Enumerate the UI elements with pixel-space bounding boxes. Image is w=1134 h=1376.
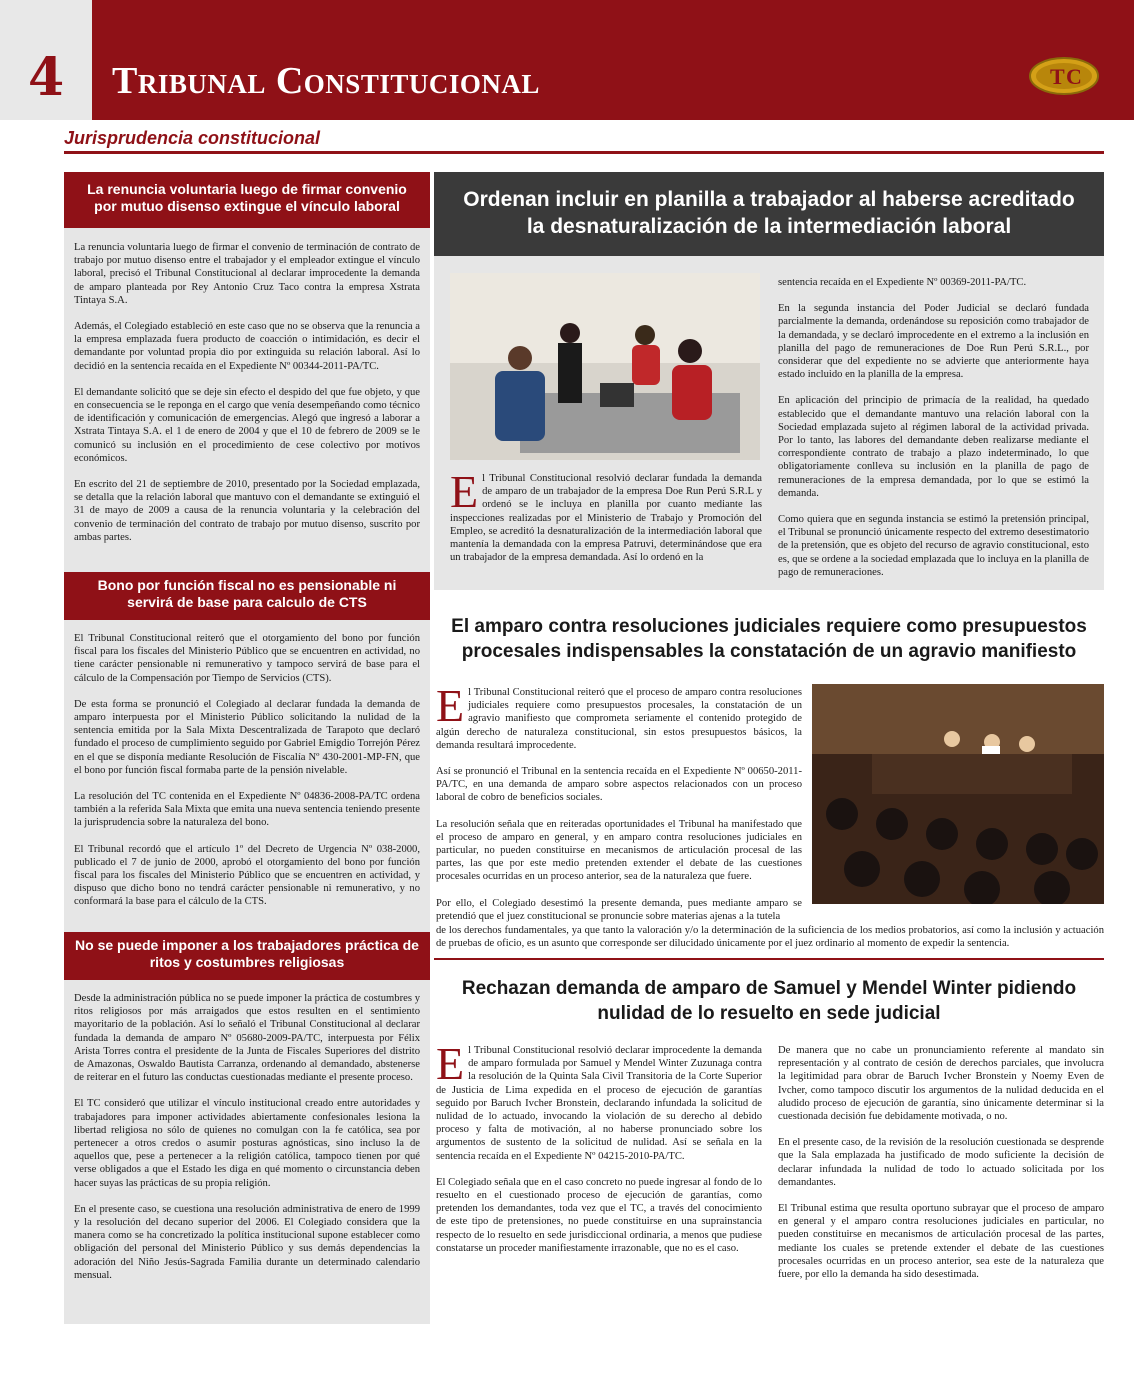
page-number: 4 (28, 47, 65, 108)
section-label: Jurisprudencia constitucional (64, 128, 321, 148)
article3-body-left (436, 1038, 762, 1268)
paragraph: El TC consideró que utilizar el vínculo institucional creado entre autoridades y trabajadores para imponer actividades abiertamente confesionales lesiona la libertad religiosa no sólo de quienes no comulgan con la fe católica, sea por pertenecer a otros credos o asumir posturas agnósticas, sino incluso la de aquellos que, pese a pertenecer a la religión católica, tampoco tienen por qué verse obligados a que el Estado les diga en qué momento o circunstancia deben hacer suyas las prácticas de su propia religión. (74, 1098, 420, 1189)
dropcap: E (436, 1038, 465, 1089)
paragraph: sentencia recaída en el Expediente Nº 00369-2011-PA/TC. (778, 277, 1027, 288)
paragraph: l Tribunal Constitucional reiteró que el proceso de amparo contra resoluciones judiciales requiere como presupuestos procesales, la constatación de un agravio manifiesto que comprometa seriamente el contenido protegido de algún derecho de naturaleza constitucional, sin estos presupuestos básicos, la demanda resultará improcedente. (436, 687, 802, 751)
paragraph: En el presente caso, se cuestiona una resolución administrativa de enero de 1999 y la resolución del decano superior del 2006. El Colegiado considera que la manera como se ha concretizado la política institucional supone establecer como obligación del personal del Ministerio Público y sus demás dependencias la adoración del Niño Jesús-Sagrada Familia durante un determinado calendario mensual. (74, 1203, 420, 1281)
paragraph: Así se pronunció el Tribunal en la sentencia recaída en el Expediente Nº 00650-2011-PA/TC, en una demanda de amparo sobre aspectos relacionados con un proceso laboral de cobro de beneficios sociales. (436, 766, 802, 804)
tc-logo-icon (1028, 54, 1100, 96)
article1-body-right (778, 276, 1089, 592)
office-photo (450, 273, 760, 460)
sidebar-article3-body (74, 992, 420, 1295)
article3-title: Rechazan demanda de amparo de Samuel y Mendel Winter pidiendo nulidad de lo resuelto en sede judicial (461, 978, 1077, 1024)
dropcap: E (436, 680, 465, 731)
paragraph: De manera que no cabe un pronunciamiento referente al mandato sin representación y al contrato de cesión de derechos parciales, que involucra la legitimidad para obrar de Baruch Ivcher Bronstein y Noemy Even de Ivcher, como tampoco discutir los argumentos de la nulidad deducida en el aludido proceso de ejecución de garantía, sino únicamente determinar si la cuestionada decisión fue debidamente motivada, o no. (778, 1045, 1104, 1123)
paragraph: La resolución señala que en reiteradas oportunidades el Tribunal ha manifestado que el proceso de amparo en general, y en amparo contra resoluciones judiciales en particular, no pueden constituirse en mecanismos de articulación procesal de las partes, las que por este medio pretenden extender el debate de las cuestiones procesales ocurridas en un proceso anterior, sea de la naturaleza que fuere. (436, 818, 802, 883)
paragraph: En escrito del 21 de septiembre de 2010, presentado por la Sociedad emplazada, se detalla que la relación laboral que mantuvo con el demandante se extinguió el 31 de mayo de 2009 a causa de la renuncia voluntaria y la celebración del convenio de terminación del contrato de trabajo por mutuo disenso, suscrito por ambas partes. (74, 479, 420, 543)
paragraph: l Tribunal Constitucional resolvió declarar fundada la demanda de amparo de un trabajador de la empresa Doe Run Perú S.R.L y ordenó se le incluya en planilla por cuanto mediante las inspecciones realizadas por el Ministerio de Trabajo y Promoción del Empleo, se acreditó la desnaturalización de la intermediación laboral que mantenía la demandada con la empresa Patruvi, determinándose que era un trabajador de la empresa demandada. Así lo ordenó en la (450, 473, 762, 564)
paragraph: El Tribunal estima que resulta oportuno subrayar que el proceso de amparo en general y el amparo contra resoluciones judiciales en particular, no pueden constituirse en mecanismos de articulación procesal de las partes, mediante los cuales se pretende extender el debate de las cuestiones procesales ocurridas en un proceso anterior, sea este de la naturaleza que fuere, por ello la demanda ha sido desestimada. (778, 1203, 1104, 1281)
article1-body-left (450, 466, 762, 564)
paragraph: La resolución del TC contenida en el Expediente Nº 04836-2008-PA/TC ordena también a la referida Sala Mixta que emita una nueva sentencia teniendo presente la jurisprudencia sobre la naturaleza del bono. (74, 791, 420, 829)
paragraph: En el presente caso, de la revisión de la resolución cuestionada se desprende que la Sala emplazada ha justificado de modo suficiente la decisión de declarar infundada la nulidad de todo lo actuado solicitada por los demandantes. (778, 1137, 1104, 1188)
sidebar-article3-title: No se puede imponer a los trabajadores práctica de ritos y costumbres religiosas (64, 932, 430, 980)
paragraph: l Tribunal Constitucional resolvió declarar improcedente la demanda de amparo formulada por Samuel y Mendel Winter Zuzunaga contra la resolución de la Quinta Sala Civil Transitoria de la Corte Superior de Justicia de Lima expedida en el proceso de ejecución de garantías seguido por Baruch Ivcher Bronstein, declarando infundada la solicitud de nulidad de lo actuado, invocando la violación de su derecho al debido proceso y falta de motivación, al no haberse pronunciado sobre los argumentos de sustento de la solicitud de nulidad. Así se señala en la sentencia recaída en el Expediente Nº 04215-2010-PA/TC. (436, 1045, 762, 1162)
sidebar-article2-body (74, 632, 420, 922)
paragraph: Como quiera que en segunda instancia se estimó la pretensión principal, el Tribunal se pronunció únicamente respecto del extremo desestimatorio de la pretensión, que es objeto del recurso de agravio constitucional, esto es, que se ordene a la sociedad emplazada que lo incluya en la planilla de pago de remuneraciones. (778, 514, 1089, 578)
courtroom-photo (812, 684, 1104, 904)
paragraph: El demandante solicitó que se deje sin efecto el despido del que fue objeto, y que en consecuencia se le reponga en el cargo que venía desempeñando como técnico de identificación y comunicación de emergencias. Alegó que ingresó a laborar a Xstrata Tintaya S.A. el 1 de enero de 2004 y que el 10 de febrero de 2009 se le comunicó su inclusión en el procedimiento de cese colectivo por motivos económicos. (74, 386, 420, 464)
paragraph: En aplicación del principio de primacía de la realidad, ha quedado establecido que el demandante mantuvo una relación laboral con la Sociedad emplazada sujeto al régimen laboral de la actividad privada. Por lo tanto, las labores del demandante deben realizarse mediante el correspondiente contrato de trabajo a plazo indeterminado, lo que obligatoriamente conlleva su inclusión en la planilla de pago de remuneraciones de la empresa demandada, por lo que se estimó la demanda. (778, 395, 1089, 499)
paragraph: Por ello, el Colegiado desestimó la presente demanda, pues mediante amparo se pretendió que el juez constitucional se pronuncie sobre materias ajenas a la tutela (436, 897, 802, 922)
paragraph: El Tribunal Constitucional reiteró que el otorgamiento del bono por función fiscal para los fiscales del Ministerio Público que se encuentren en actividad, no tiene carácter pensionable ni remunerativo y tampoco servirá de base para el cálculo de la Compensación por Tiempo de Servicios (CTS). (74, 633, 420, 684)
paragraph: El Tribunal recordó que el artículo 1º del Decreto de Urgencia Nº 038-2000, publicado el 7 de junio de 2000, aprobó el otorgamiento del bono por función fiscal para los fiscales del Ministerio Público que se encuentren en actividad, y dispuso que dicho bono no tendrá carácter pensionable ni remunerativo, y no conformará la base para el cálculo de la CTS. (74, 843, 420, 908)
publication-title: Tribunal Constitucional (112, 60, 540, 102)
dropcap: E (450, 466, 479, 517)
paragraph: En la segunda instancia del Poder Judicial se declaró fundada parcialmente la demanda, ordenándose su reposición como trabajador de la demandada, y se declaró improcedente en el extremo a la inclusión en planilla del pago de remuneraciones de Doe Run Perú S.R.L., por considerar que del expediente no se advierte que anteriormente haya estado incluido en la planilla de la empresa. (778, 303, 1089, 381)
sidebar-article2-title: Bono por función fiscal no es pensionable ni servirá de base para calculo de CTS (64, 572, 430, 620)
article2-title: El amparo contra resoluciones judiciales requiere como presupuestos procesales indispensables la constatación de un agravio manifiesto (451, 616, 1087, 662)
paragraph: Desde la administración pública no se puede imponer la práctica de costumbres y ritos religiosos por más arraigados que estos resulten en el sentimiento mayoritario de la población. Así lo señaló el Tribunal Constitucional al declarar fundada la demanda de amparo Nº 05680-2009-PA/TC, interpuesta por Félix Arista Torres contra el presidente de la Junta de Fiscales Superiores del distrito de Amazonas, Oswaldo Bautista Carranza, ordenando al demandado, abstenerse de reiterar en el futuro las conductas cuestionadas mediante el presente proceso. (74, 993, 420, 1084)
article1-title: Ordenan incluir en planilla a trabajador al haberse acreditado la desnaturalización de la intermediación laboral (434, 172, 1104, 256)
divider (434, 958, 1104, 960)
article2-body (436, 680, 802, 923)
article2-body-wide (436, 924, 1104, 950)
article3-body-right (778, 1044, 1104, 1294)
sidebar-article1-title: La renuncia voluntaria luego de firmar convenio por mutuo disenso extingue el vínculo laboral (64, 172, 430, 228)
paragraph: de los derechos fundamentales, ya que tanto la valoración y/o la determinación de la suficiencia de los medios probatorios, así como la inclusión y actuación de pruebas de oficio, es un asunto que corresponde ser dilucidado únicamente por el juez ordinario al momento de expedir la sentencia. (436, 925, 1104, 950)
paragraph: De esta forma se pronunció el Colegiado al declarar fundada la demanda de amparo interpuesta por el Ministerio Público solicitando la nulidad de la sentencia emitida por la Sala Mixta Descentralizada de Tarapoto que declaró fundado el proceso de cumplimiento seguido por Gabriel Emigdio Torrejón Pérez en el que se disponía mediante Resolución de Fiscalía Nº 430-2001-MP-FN, que el bono por función fiscal formaba parte de la pensión nivelable. (74, 698, 420, 776)
paragraph: El Colegiado señala que en el caso concreto no puede ingresar al fondo de lo resuelto en el cuestionado proceso de ejecución de garantías, como pretenden los demandantes, toda vez que el TC, a través del conocimiento de este tipo de pretensiones, no puede constituirse en una suprainstancia respecto de lo resuelto en sede jurisdiccional ordinaria, a menos que pudiese constatarse un proceder manifiestamente irrazonable, que no es el caso. (436, 1176, 762, 1254)
paragraph: La renuncia voluntaria luego de firmar el convenio de terminación de contrato de trabajo por mutuo disenso entre el trabajador y el empleador extingue el vínculo laboral, precisó el Tribunal Constitucional al declarar improcedente la demanda de amparo planteada por Rey Antonio Cruz Taco contra la empresa Xstrata Tintaya S.A. (74, 242, 420, 306)
svg-text:T: T (1050, 64, 1065, 89)
section-rule (64, 151, 1104, 154)
svg-text:C: C (1066, 64, 1082, 89)
sidebar-article1-body (74, 241, 420, 557)
paragraph: Además, el Colegiado estableció en este caso que no se observa que la renuncia a la empresa emplazada fuera producto de coacción o intimidación, es decir el demandante por voluntad propia dio por extinguida su relación laboral. Así lo decidió en la sentencia recaída en el Expediente Nº 00344-2011-PA/TC. (74, 321, 420, 372)
